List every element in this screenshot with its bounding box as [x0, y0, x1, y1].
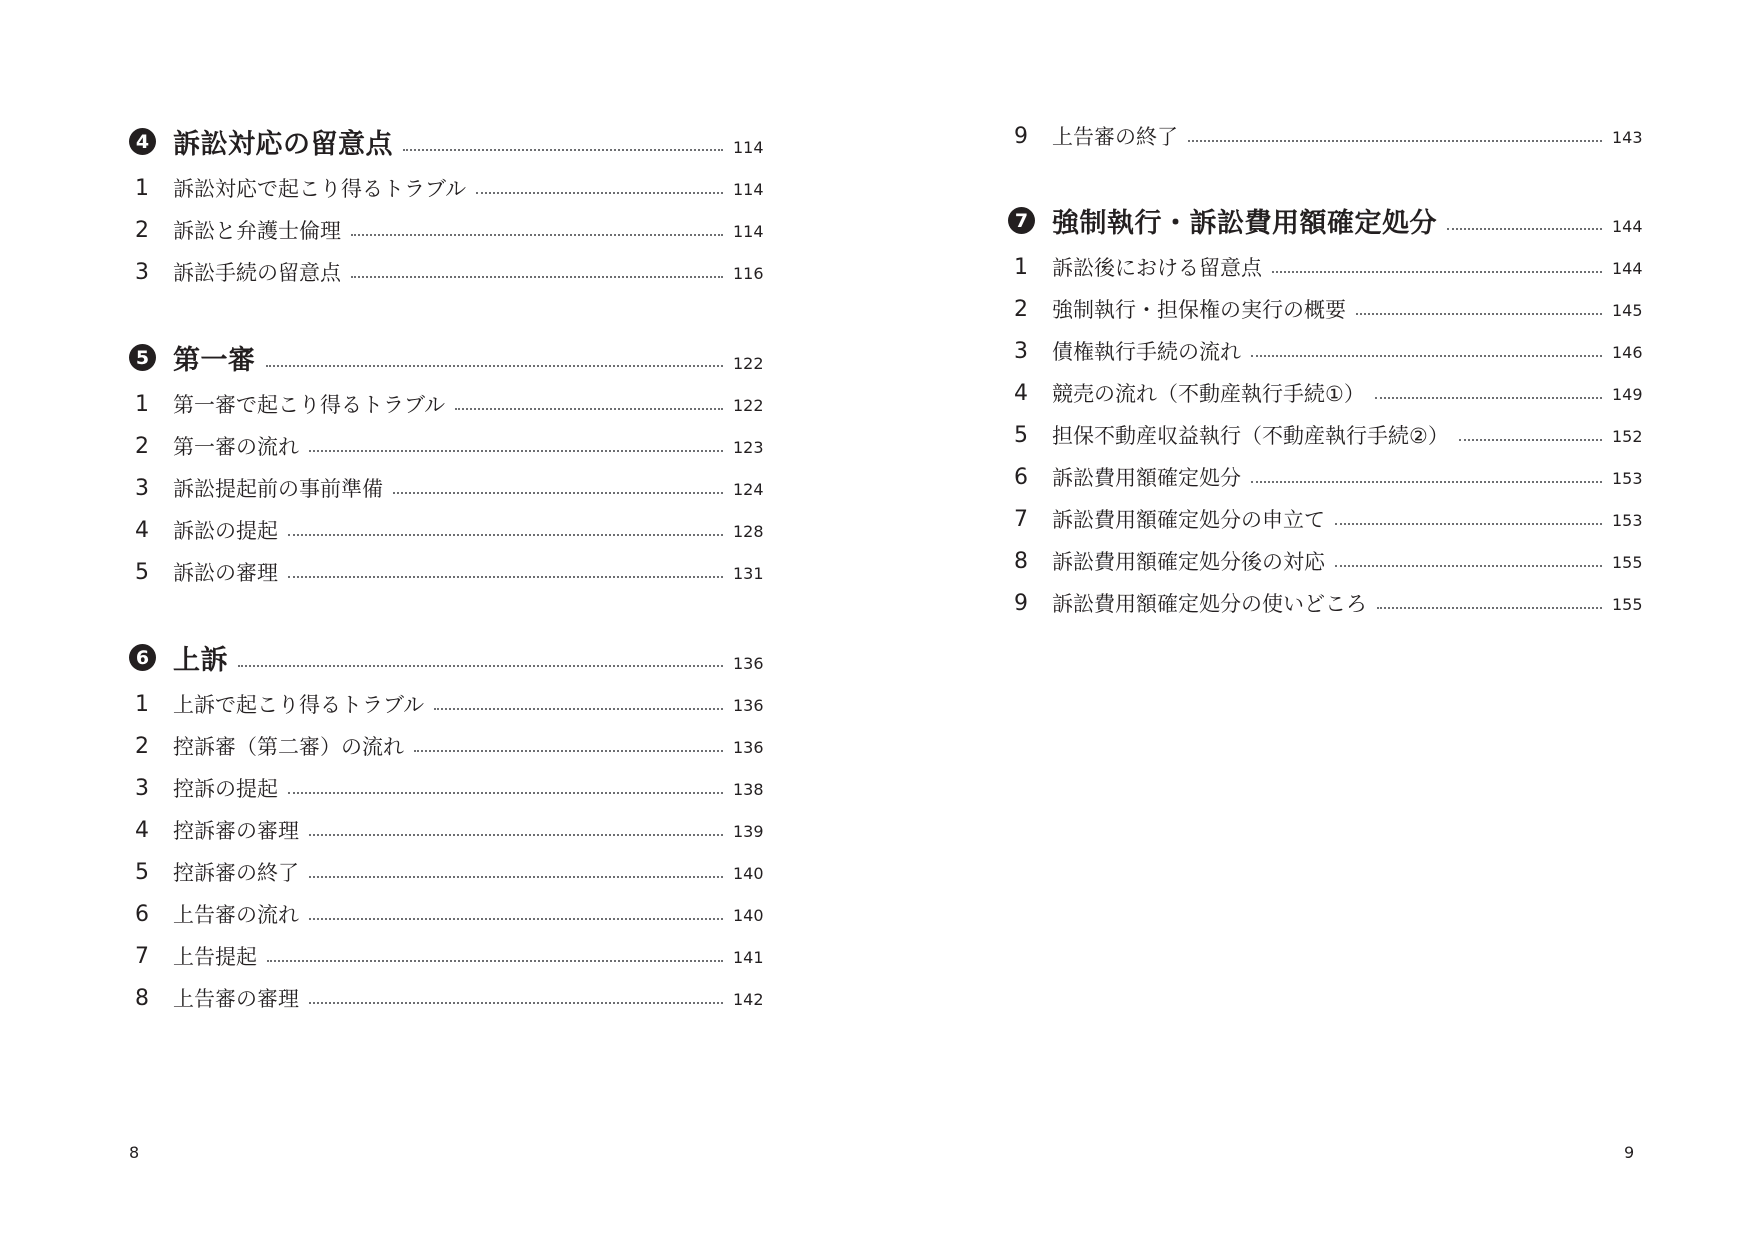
entry-number: 6: [135, 902, 149, 927]
entry-number: 1: [135, 692, 149, 717]
toc-section: [129, 335, 764, 587]
entry-number: 9: [1014, 124, 1028, 149]
section-heading[interactable]: [1008, 198, 1643, 240]
entry-title: 控訴審（第二審）の流れ: [173, 735, 404, 759]
toc-entry[interactable]: [1008, 408, 1643, 450]
dot-leader: [1375, 397, 1602, 399]
page-number: 155: [1612, 553, 1643, 572]
page-number: 139: [733, 822, 764, 841]
page-number: 128: [733, 522, 764, 541]
toc-entry[interactable]: [129, 677, 764, 719]
entry-title: 競売の流れ（不動産執行手続①）: [1052, 382, 1365, 406]
entry-title: 訴訟手続の留意点: [173, 261, 341, 285]
dot-leader: [1251, 481, 1602, 483]
dot-leader: [476, 192, 723, 194]
page-number: 144: [1612, 217, 1643, 236]
dot-leader: [1272, 271, 1602, 273]
dot-leader: [351, 276, 723, 278]
dot-leader: [1459, 439, 1602, 441]
toc-entry[interactable]: [1008, 324, 1643, 366]
section-title: 第一審: [173, 345, 256, 376]
page-number: 136: [733, 696, 764, 715]
page-number: 138: [733, 780, 764, 799]
page-number: 145: [1612, 301, 1643, 320]
entry-title: 上告審の審理: [173, 987, 299, 1011]
entry-title: 第一審の流れ: [173, 435, 299, 459]
entry-number: 4: [135, 518, 149, 543]
page-number: 140: [733, 864, 764, 883]
entry-number: 8: [1014, 549, 1028, 574]
page-number: 122: [733, 396, 764, 415]
section-title: 訴訟対応の留意点: [173, 129, 393, 160]
page-folio-left: 8: [129, 1143, 140, 1162]
dot-leader: [267, 960, 723, 962]
section-title: 上訴: [173, 645, 228, 676]
toc-entry[interactable]: [129, 887, 764, 929]
entry-title: 上告提起: [173, 945, 257, 969]
entry-number: 5: [135, 860, 149, 885]
toc-entry[interactable]: [129, 377, 764, 419]
dot-leader: [1447, 228, 1602, 230]
page-number: 152: [1612, 427, 1643, 446]
entry-title: 訴訟費用額確定処分の申立て: [1052, 508, 1325, 532]
toc-entry[interactable]: [129, 161, 764, 203]
entry-number: 7: [1014, 507, 1028, 532]
entry-number: 7: [135, 944, 149, 969]
dot-leader: [403, 149, 723, 151]
toc-entry[interactable]: [1008, 534, 1643, 576]
dot-leader: [1335, 565, 1602, 567]
page-number: 153: [1612, 511, 1643, 530]
toc-continued: [1008, 109, 1643, 151]
dot-leader: [309, 876, 723, 878]
dot-leader: [288, 534, 723, 536]
page-number: 116: [733, 264, 764, 283]
entry-number: 1: [135, 392, 149, 417]
left-toc-column: [129, 0, 764, 1061]
toc-entry[interactable]: [129, 245, 764, 287]
dot-leader: [309, 1002, 723, 1004]
page-number: 146: [1612, 343, 1643, 362]
entry-title: 訴訟対応で起こり得るトラブル: [173, 177, 467, 201]
dot-leader: [309, 834, 723, 836]
toc-entry[interactable]: [129, 419, 764, 461]
dot-leader: [309, 918, 723, 920]
entry-number: 5: [135, 560, 149, 585]
toc-entry[interactable]: [129, 845, 764, 887]
entry-title: 上訴で起こり得るトラブル: [173, 693, 425, 717]
toc-entry[interactable]: [1008, 282, 1643, 324]
dot-leader: [309, 450, 723, 452]
dot-leader: [1356, 313, 1602, 315]
entry-title: 訴訟の提起: [173, 519, 278, 543]
section-heading[interactable]: [129, 335, 764, 377]
entry-title: 担保不動産収益執行（不動産執行手続②）: [1052, 424, 1449, 448]
entry-number: 2: [135, 434, 149, 459]
entry-title: 控訴の提起: [173, 777, 278, 801]
dot-leader: [393, 492, 723, 494]
toc-entry[interactable]: [129, 719, 764, 761]
entry-title: 強制執行・担保権の実行の概要: [1052, 298, 1346, 322]
page-number: 143: [1612, 128, 1643, 147]
section-number-badge: 6: [129, 644, 156, 671]
dot-leader: [1377, 607, 1602, 609]
page-number: 114: [733, 180, 764, 199]
entry-number: 5: [1014, 423, 1028, 448]
entry-number: 3: [135, 476, 149, 501]
page-number: 123: [733, 438, 764, 457]
entry-number: 9: [1014, 591, 1028, 616]
section-heading[interactable]: [129, 635, 764, 677]
entry-title: 上告審の終了: [1052, 125, 1178, 149]
entry-title: 訴訟提起前の事前準備: [173, 477, 383, 501]
entry-number: 8: [135, 986, 149, 1011]
entry-title: 訴訟費用額確定処分: [1052, 466, 1241, 490]
entry-number: 2: [1014, 297, 1028, 322]
dot-leader: [1251, 355, 1602, 357]
page-number: 114: [733, 138, 764, 157]
entry-title: 債権執行手続の流れ: [1052, 340, 1241, 364]
page-number: 136: [733, 738, 764, 757]
section-number-badge: 4: [129, 128, 156, 155]
toc-entry[interactable]: [1008, 109, 1643, 151]
dot-leader: [238, 665, 723, 667]
entry-title: 訴訟と弁護士倫理: [173, 219, 341, 243]
section-heading[interactable]: [129, 119, 764, 161]
page-number: 131: [733, 564, 764, 583]
page-number: 141: [733, 948, 764, 967]
entry-number: 2: [135, 734, 149, 759]
toc-section: [1008, 198, 1643, 618]
section-number-badge: 7: [1008, 207, 1035, 234]
page-number: 149: [1612, 385, 1643, 404]
toc-entry[interactable]: [129, 929, 764, 971]
toc-entry[interactable]: [129, 971, 764, 1013]
entry-title: 訴訟費用額確定処分後の対応: [1052, 550, 1325, 574]
entry-title: 控訴審の審理: [173, 819, 299, 843]
toc-entry[interactable]: [129, 761, 764, 803]
toc-entry[interactable]: [129, 545, 764, 587]
entry-number: 4: [1014, 381, 1028, 406]
toc-entry[interactable]: [1008, 366, 1643, 408]
page-number: 144: [1612, 259, 1643, 278]
dot-leader: [266, 365, 724, 367]
page-number: 155: [1612, 595, 1643, 614]
section-number-badge: 5: [129, 344, 156, 371]
dot-leader: [414, 750, 723, 752]
section-title: 強制執行・訴訟費用額確定処分: [1052, 208, 1437, 239]
entry-number: 3: [135, 260, 149, 285]
page-number: 142: [733, 990, 764, 1009]
right-toc-column: [1008, 0, 1643, 666]
toc-entry[interactable]: [1008, 576, 1643, 618]
entry-title: 訴訟費用額確定処分の使いどころ: [1052, 592, 1367, 616]
entry-title: 訴訟の審理: [173, 561, 278, 585]
toc-entry[interactable]: [129, 461, 764, 503]
toc-section: [129, 119, 764, 287]
dot-leader: [434, 708, 723, 710]
page-number: 122: [733, 354, 764, 373]
entry-number: 2: [135, 218, 149, 243]
entry-number: 3: [135, 776, 149, 801]
dot-leader: [1335, 523, 1602, 525]
dot-leader: [288, 576, 723, 578]
toc-entry[interactable]: [129, 203, 764, 245]
toc-entry[interactable]: [129, 503, 764, 545]
entry-number: 3: [1014, 339, 1028, 364]
entry-number: 1: [135, 176, 149, 201]
page-number: 124: [733, 480, 764, 499]
page-folio-right: 9: [1624, 1143, 1635, 1162]
page-number: 153: [1612, 469, 1643, 488]
page-number: 114: [733, 222, 764, 241]
page-number: 136: [733, 654, 764, 673]
toc-entry[interactable]: [129, 803, 764, 845]
toc-entry[interactable]: [1008, 240, 1643, 282]
dot-leader: [1188, 140, 1602, 142]
toc-section: [129, 635, 764, 1013]
page-number: 140: [733, 906, 764, 925]
entry-number: 6: [1014, 465, 1028, 490]
entry-title: 訴訟後における留意点: [1052, 256, 1262, 280]
entry-title: 第一審で起こり得るトラブル: [173, 393, 446, 417]
dot-leader: [288, 792, 723, 794]
entry-number: 4: [135, 818, 149, 843]
entry-title: 上告審の流れ: [173, 903, 299, 927]
dot-leader: [455, 408, 723, 410]
entry-number: 1: [1014, 255, 1028, 280]
toc-entry[interactable]: [1008, 450, 1643, 492]
entry-title: 控訴審の終了: [173, 861, 299, 885]
toc-entry[interactable]: [1008, 492, 1643, 534]
dot-leader: [351, 234, 723, 236]
